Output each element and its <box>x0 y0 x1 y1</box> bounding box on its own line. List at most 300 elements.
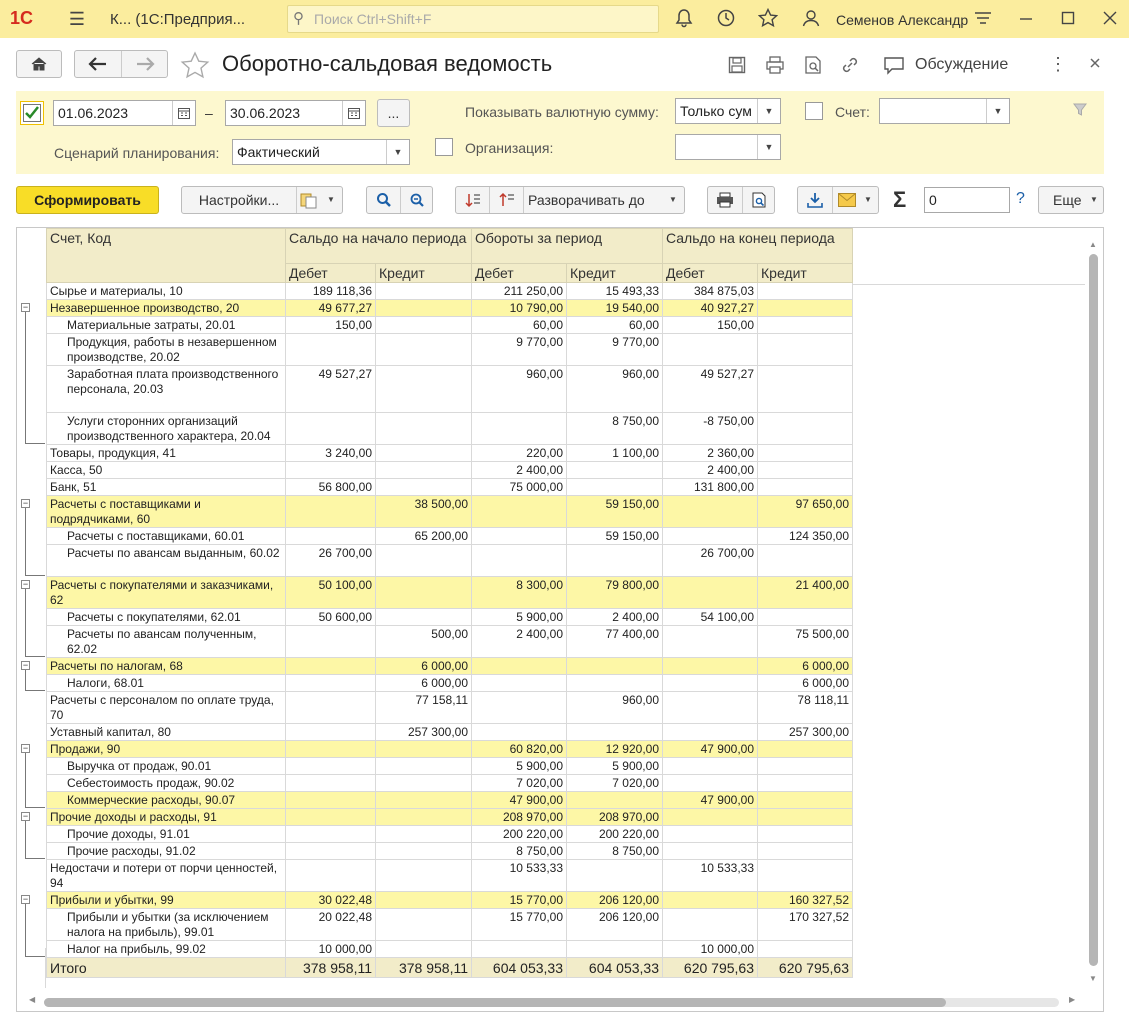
print-preview-button[interactable] <box>743 187 775 213</box>
amount-cell <box>758 826 853 843</box>
organization-label: Организация: <box>465 140 554 156</box>
find-button[interactable] <box>367 187 401 213</box>
scroll-right-arrow[interactable]: ▶ <box>1069 995 1076 1004</box>
amount-cell: 10 000,00 <box>663 941 758 958</box>
variants-icon[interactable] <box>300 191 318 212</box>
tree-line <box>25 858 45 859</box>
grid-line <box>852 284 1085 285</box>
amount-cell <box>663 692 758 724</box>
link-icon[interactable] <box>840 55 860 80</box>
amount-cell <box>663 528 758 545</box>
amount-cell <box>758 413 853 445</box>
amount-cell <box>376 609 472 626</box>
currency-label: Показывать валютную сумму: <box>465 104 659 120</box>
amount-cell <box>758 843 853 860</box>
discussion-label[interactable]: Обсуждение <box>915 56 1009 73</box>
print-icon[interactable] <box>765 55 785 80</box>
chevron-down-icon[interactable]: ▼ <box>986 99 1009 123</box>
amount-cell: 15 770,00 <box>472 892 567 909</box>
amount-cell <box>567 545 663 577</box>
collapse-group-icon[interactable]: − <box>22 894 29 904</box>
export-buttons <box>797 186 879 214</box>
account-name-cell: Банк, 51 <box>47 479 286 496</box>
history-icon[interactable] <box>715 8 737 30</box>
col-header-turnover: Обороты за период <box>472 229 663 264</box>
account-name-cell: Заработная плата производственного персонала, 20.03 <box>47 366 286 413</box>
table-row[interactable] <box>47 775 853 792</box>
amount-cell <box>758 775 853 792</box>
total-amount-cell: 378 958,11 <box>376 958 472 978</box>
amount-cell <box>286 741 376 758</box>
print-buttons <box>707 186 775 214</box>
amount-cell: 10 533,33 <box>663 860 758 892</box>
col-header-debit: Дебет <box>472 264 567 283</box>
email-icon[interactable] <box>838 193 856 210</box>
table-row[interactable] <box>47 334 853 366</box>
table-row[interactable] <box>47 528 853 545</box>
amount-cell: 1 100,00 <box>567 445 663 462</box>
search-box[interactable] <box>287 5 659 33</box>
collapse-group-icon[interactable]: − <box>22 579 29 589</box>
amount-cell <box>567 724 663 741</box>
amount-cell <box>758 809 853 826</box>
amount-cell <box>286 792 376 809</box>
table-row[interactable] <box>47 675 853 692</box>
table-row[interactable] <box>47 843 853 860</box>
table-row[interactable] <box>47 445 853 462</box>
amount-cell: 47 900,00 <box>472 792 567 809</box>
account-select[interactable] <box>879 98 1010 124</box>
save-icon[interactable] <box>727 55 747 80</box>
account-name-cell: Расчеты с поставщиками и подрядчиками, 60 <box>47 496 286 528</box>
amount-cell <box>758 941 853 958</box>
amount-cell <box>758 300 853 317</box>
table-row[interactable] <box>47 792 853 809</box>
amount-cell: 60,00 <box>567 317 663 334</box>
currency-select[interactable] <box>675 98 781 124</box>
search-buttons <box>366 186 433 214</box>
scroll-down-arrow[interactable]: ▼ <box>1089 974 1097 983</box>
tree-line <box>25 904 26 956</box>
save-to-file-button[interactable] <box>798 187 833 213</box>
horizontal-scrollbar-track[interactable] <box>44 998 1059 1007</box>
amount-cell: 47 900,00 <box>663 741 758 758</box>
favorite-star-icon[interactable] <box>180 51 210 84</box>
amount-cell: 38 500,00 <box>376 496 472 528</box>
amount-cell: 9 770,00 <box>472 334 567 366</box>
amount-cell: 65 200,00 <box>376 528 472 545</box>
amount-cell <box>663 758 758 775</box>
amount-cell: 960,00 <box>567 366 663 413</box>
amount-cell <box>567 479 663 496</box>
tree-line <box>25 753 26 807</box>
total-row <box>47 958 853 978</box>
expand-to-button[interactable]: Разворачивать до <box>528 192 645 208</box>
amount-cell: -8 750,00 <box>663 413 758 445</box>
amount-cell: 500,00 <box>376 626 472 658</box>
minimize-icon[interactable] <box>1015 8 1037 30</box>
amount-cell: 124 350,00 <box>758 528 853 545</box>
amount-cell: 79 800,00 <box>567 577 663 609</box>
amount-cell <box>376 334 472 366</box>
more-label: Еще <box>1053 192 1082 208</box>
amount-cell <box>376 892 472 909</box>
amount-cell <box>376 317 472 334</box>
amount-cell <box>758 609 853 626</box>
amount-cell: 50 600,00 <box>286 609 376 626</box>
account-label: Счет: <box>835 104 870 120</box>
tree-line <box>25 508 26 575</box>
amount-cell: 15 493,33 <box>567 283 663 300</box>
amount-cell: 8 750,00 <box>567 413 663 445</box>
account-name-cell: Расчеты по налогам, 68 <box>47 658 286 675</box>
amount-cell <box>758 758 853 775</box>
home-button[interactable] <box>16 50 62 78</box>
amount-cell <box>286 758 376 775</box>
table-row[interactable] <box>47 860 853 892</box>
chevron-down-icon[interactable]: ▼ <box>669 195 677 204</box>
calendar-icon[interactable] <box>172 101 195 125</box>
scroll-up-arrow[interactable]: ▲ <box>1089 240 1097 249</box>
col-header-credit: Кредит <box>758 264 853 283</box>
table-row[interactable] <box>47 758 853 775</box>
chevron-down-icon[interactable]: ▼ <box>864 195 872 204</box>
date-from-field[interactable] <box>53 100 196 126</box>
amount-cell <box>286 843 376 860</box>
close-window-icon[interactable] <box>1099 8 1121 30</box>
date-to-field[interactable] <box>225 100 366 126</box>
chevron-down-icon[interactable]: ▼ <box>757 135 780 159</box>
account-name-cell: Прибыли и убытки (за исключением налога на прибыль), 99.01 <box>47 909 286 941</box>
scenario-value: Фактический <box>237 144 320 160</box>
amount-cell <box>758 792 853 809</box>
amount-cell <box>286 860 376 892</box>
amount-cell <box>286 809 376 826</box>
table-row[interactable] <box>47 300 853 317</box>
amount-cell: 54 100,00 <box>663 609 758 626</box>
col-header-credit: Кредит <box>567 264 663 283</box>
col-header-credit: Кредит <box>376 264 472 283</box>
table-row[interactable] <box>47 577 853 609</box>
amount-cell: 6 000,00 <box>758 675 853 692</box>
user-icon[interactable] <box>800 8 822 30</box>
amount-cell: 150,00 <box>663 317 758 334</box>
amount-cell <box>663 496 758 528</box>
account-name-cell: Сырье и материалы, 10 <box>47 283 286 300</box>
amount-cell: 206 120,00 <box>567 909 663 941</box>
amount-cell <box>663 626 758 658</box>
search-placeholder: Поиск Ctrl+Shift+F <box>314 11 432 27</box>
amount-cell <box>286 692 376 724</box>
table-row[interactable] <box>47 826 853 843</box>
amount-cell <box>758 479 853 496</box>
amount-cell <box>472 724 567 741</box>
back-button[interactable] <box>75 51 122 77</box>
table-row[interactable] <box>47 462 853 479</box>
account-name-cell: Налог на прибыль, 99.02 <box>47 941 286 958</box>
account-name-cell: Прочие расходы, 91.02 <box>47 843 286 860</box>
amount-cell: 49 527,27 <box>663 366 758 413</box>
amount-cell: 20 022,48 <box>286 909 376 941</box>
total-amount-cell: 604 053,33 <box>567 958 663 978</box>
amount-cell <box>663 724 758 741</box>
collapse-group-icon[interactable]: − <box>22 743 29 753</box>
amount-cell: 170 327,52 <box>758 909 853 941</box>
amount-cell: 257 300,00 <box>758 724 853 741</box>
account-checkbox[interactable] <box>805 102 823 120</box>
sum-field[interactable]: 0 <box>924 187 1010 213</box>
total-amount-cell: 620 795,63 <box>758 958 853 978</box>
total-amount-cell: 620 795,63 <box>663 958 758 978</box>
amount-cell: 77 158,11 <box>376 692 472 724</box>
tree-line <box>25 656 45 657</box>
table-row[interactable] <box>47 283 853 300</box>
amount-cell <box>376 758 472 775</box>
search-icon: ⚲ <box>293 10 304 27</box>
table-row[interactable] <box>47 724 853 741</box>
close-form-icon[interactable] <box>1087 55 1103 76</box>
preview-icon[interactable] <box>803 55 823 80</box>
tree-line <box>25 821 26 858</box>
table-row[interactable] <box>47 658 853 675</box>
account-name-cell: Расчеты с персоналом по оплате труда, 70 <box>47 692 286 724</box>
amount-cell: 257 300,00 <box>376 724 472 741</box>
table-row[interactable] <box>47 366 853 413</box>
chevron-down-icon[interactable]: ▼ <box>386 140 409 164</box>
tree-line <box>25 807 45 808</box>
tree-line <box>25 670 26 690</box>
amount-cell <box>663 658 758 675</box>
sum-icon[interactable]: Σ <box>893 187 907 212</box>
table-row[interactable] <box>47 692 853 724</box>
total-amount-cell: 604 053,33 <box>472 958 567 978</box>
amount-cell <box>472 658 567 675</box>
amount-cell: 2 360,00 <box>663 445 758 462</box>
tree-gutter <box>17 228 46 988</box>
total-label-cell: Итого <box>47 958 286 978</box>
table-row[interactable] <box>47 317 853 334</box>
total-amount-cell: 378 958,11 <box>286 958 376 978</box>
table-row[interactable] <box>47 413 853 445</box>
amount-cell <box>758 334 853 366</box>
amount-cell <box>376 843 472 860</box>
report-table <box>46 228 853 978</box>
bell-icon[interactable] <box>673 8 695 30</box>
collapse-all-button[interactable] <box>490 187 524 213</box>
amount-cell: 49 677,27 <box>286 300 376 317</box>
amount-cell <box>758 445 853 462</box>
collapse-group-icon[interactable]: − <box>22 498 29 508</box>
amount-cell <box>376 445 472 462</box>
settings-button-group <box>181 186 343 214</box>
account-name-cell: Недостачи и потери от порчи ценностей, 94 <box>47 860 286 892</box>
account-name-cell: Себестоимость продаж, 90.02 <box>47 775 286 792</box>
collapse-group-icon[interactable]: − <box>22 811 29 821</box>
header-row <box>47 229 853 264</box>
amount-cell <box>663 577 758 609</box>
amount-cell: 26 700,00 <box>663 545 758 577</box>
menu-icon[interactable]: ☰ <box>68 9 86 29</box>
generate-button[interactable]: Сформировать <box>16 186 159 214</box>
amount-cell <box>376 826 472 843</box>
settings-lines-icon[interactable] <box>972 8 994 30</box>
amount-cell: 211 250,00 <box>472 283 567 300</box>
account-name-cell: Уставный капитал, 80 <box>47 724 286 741</box>
amount-cell <box>472 692 567 724</box>
col-header-account: Счет, Код <box>47 229 286 283</box>
amount-cell: 5 900,00 <box>567 758 663 775</box>
discussion-icon[interactable] <box>883 55 905 80</box>
amount-cell: 8 300,00 <box>472 577 567 609</box>
amount-cell <box>472 941 567 958</box>
table-row[interactable] <box>47 892 853 909</box>
amount-cell: 7 020,00 <box>472 775 567 792</box>
amount-cell: 160 327,52 <box>758 892 853 909</box>
table-row[interactable] <box>47 479 853 496</box>
table-row[interactable] <box>47 496 853 528</box>
table-row[interactable] <box>47 609 853 626</box>
account-name-cell: Расчеты с покупателями и заказчиками, 62 <box>47 577 286 609</box>
collapse-group-icon[interactable]: − <box>22 660 29 670</box>
settings-button[interactable]: Настройки... <box>182 187 297 213</box>
table-row[interactable] <box>47 545 853 577</box>
amount-cell <box>376 283 472 300</box>
amount-cell <box>376 941 472 958</box>
amount-cell <box>567 860 663 892</box>
user-name[interactable]: Семенов Александр <box>836 12 969 28</box>
account-name-cell: Продажи, 90 <box>47 741 286 758</box>
amount-cell: 2 400,00 <box>567 609 663 626</box>
amount-cell <box>663 826 758 843</box>
period-checkbox[interactable] <box>20 101 44 125</box>
amount-cell <box>376 577 472 609</box>
amount-cell <box>472 545 567 577</box>
amount-cell: 2 400,00 <box>663 462 758 479</box>
1c-logo[interactable]: 1С <box>10 8 34 28</box>
amount-cell <box>758 860 853 892</box>
organization-checkbox[interactable] <box>435 138 453 156</box>
amount-cell: 40 927,27 <box>663 300 758 317</box>
table-row[interactable] <box>47 741 853 758</box>
amount-cell <box>663 775 758 792</box>
forward-button[interactable] <box>122 51 168 77</box>
table-row[interactable] <box>47 909 853 941</box>
expand-all-button[interactable] <box>456 187 490 213</box>
amount-cell: 49 527,27 <box>286 366 376 413</box>
filter-icon[interactable] <box>1073 103 1087 122</box>
table-row[interactable] <box>47 626 853 658</box>
amount-cell <box>567 675 663 692</box>
amount-cell <box>663 892 758 909</box>
date-from-value: 01.06.2023 <box>58 105 129 121</box>
amount-cell: 200 220,00 <box>472 826 567 843</box>
account-name-cell: Услуги сторонних организаций производственного характера, 20.04 <box>47 413 286 445</box>
amount-cell: 10 533,33 <box>472 860 567 892</box>
amount-cell: 6 000,00 <box>376 675 472 692</box>
amount-cell: 56 800,00 <box>286 479 376 496</box>
amount-cell <box>376 775 472 792</box>
help-button[interactable]: ? <box>1016 190 1025 207</box>
window-title: К... (1С:Предприя... <box>110 11 246 28</box>
amount-cell <box>286 724 376 741</box>
amount-cell: 21 400,00 <box>758 577 853 609</box>
print-button[interactable] <box>708 187 743 213</box>
amount-cell <box>376 809 472 826</box>
amount-cell: 960,00 <box>472 366 567 413</box>
amount-cell: 189 118,36 <box>286 283 376 300</box>
account-name-cell: Расчеты по авансам полученным, 62.02 <box>47 626 286 658</box>
calendar-icon[interactable] <box>342 101 365 125</box>
more-vert-icon[interactable]: ⋮ <box>1049 54 1067 74</box>
find-next-button[interactable] <box>401 187 433 213</box>
amount-cell <box>286 826 376 843</box>
amount-cell <box>663 909 758 941</box>
amount-cell: 3 240,00 <box>286 445 376 462</box>
amount-cell: 220,00 <box>472 445 567 462</box>
amount-cell <box>376 413 472 445</box>
amount-cell <box>758 545 853 577</box>
scroll-left-arrow[interactable]: ◀ <box>29 995 36 1004</box>
tree-line <box>25 443 45 444</box>
amount-cell <box>376 792 472 809</box>
maximize-icon[interactable] <box>1057 8 1079 30</box>
account-name-cell: Товары, продукция, 41 <box>47 445 286 462</box>
tree-line <box>25 690 45 691</box>
amount-cell <box>758 366 853 413</box>
more-button[interactable] <box>1038 186 1104 214</box>
period-select-button[interactable]: ... <box>377 99 410 127</box>
amount-cell: 97 650,00 <box>758 496 853 528</box>
favorites-star-icon[interactable] <box>757 8 779 30</box>
organization-select[interactable] <box>675 134 781 160</box>
horizontal-scrollbar-thumb[interactable] <box>44 998 946 1007</box>
amount-cell <box>286 496 376 528</box>
amount-cell <box>567 462 663 479</box>
amount-cell: 2 400,00 <box>472 462 567 479</box>
amount-cell: 2 400,00 <box>472 626 567 658</box>
vertical-scrollbar-thumb[interactable] <box>1089 254 1098 966</box>
scenario-select[interactable] <box>232 139 410 165</box>
amount-cell: 75 000,00 <box>472 479 567 496</box>
amount-cell <box>663 334 758 366</box>
amount-cell <box>472 413 567 445</box>
amount-cell <box>472 528 567 545</box>
amount-cell <box>663 675 758 692</box>
chevron-down-icon[interactable]: ▼ <box>327 195 335 204</box>
amount-cell <box>567 941 663 958</box>
table-row[interactable] <box>47 941 853 958</box>
col-header-start-balance: Сальдо на начало периода <box>286 229 472 264</box>
amount-cell <box>472 496 567 528</box>
report-spreadsheet[interactable] <box>16 227 1104 1012</box>
amount-cell: 30 022,48 <box>286 892 376 909</box>
amount-cell <box>376 462 472 479</box>
account-name-cell: Продукция, работы в незавершенном производстве, 20.02 <box>47 334 286 366</box>
account-name-cell: Расчеты по авансам выданным, 60.02 <box>47 545 286 577</box>
tree-line <box>25 312 26 443</box>
amount-cell: 19 540,00 <box>567 300 663 317</box>
amount-cell <box>758 317 853 334</box>
account-name-cell: Прибыли и убытки, 99 <box>47 892 286 909</box>
expand-buttons <box>455 186 685 214</box>
chevron-down-icon[interactable]: ▼ <box>757 99 780 123</box>
table-row[interactable] <box>47 809 853 826</box>
amount-cell <box>663 809 758 826</box>
amount-cell <box>286 658 376 675</box>
amount-cell <box>286 626 376 658</box>
chevron-down-icon: ▼ <box>1090 195 1098 204</box>
collapse-group-icon[interactable]: − <box>22 302 29 312</box>
